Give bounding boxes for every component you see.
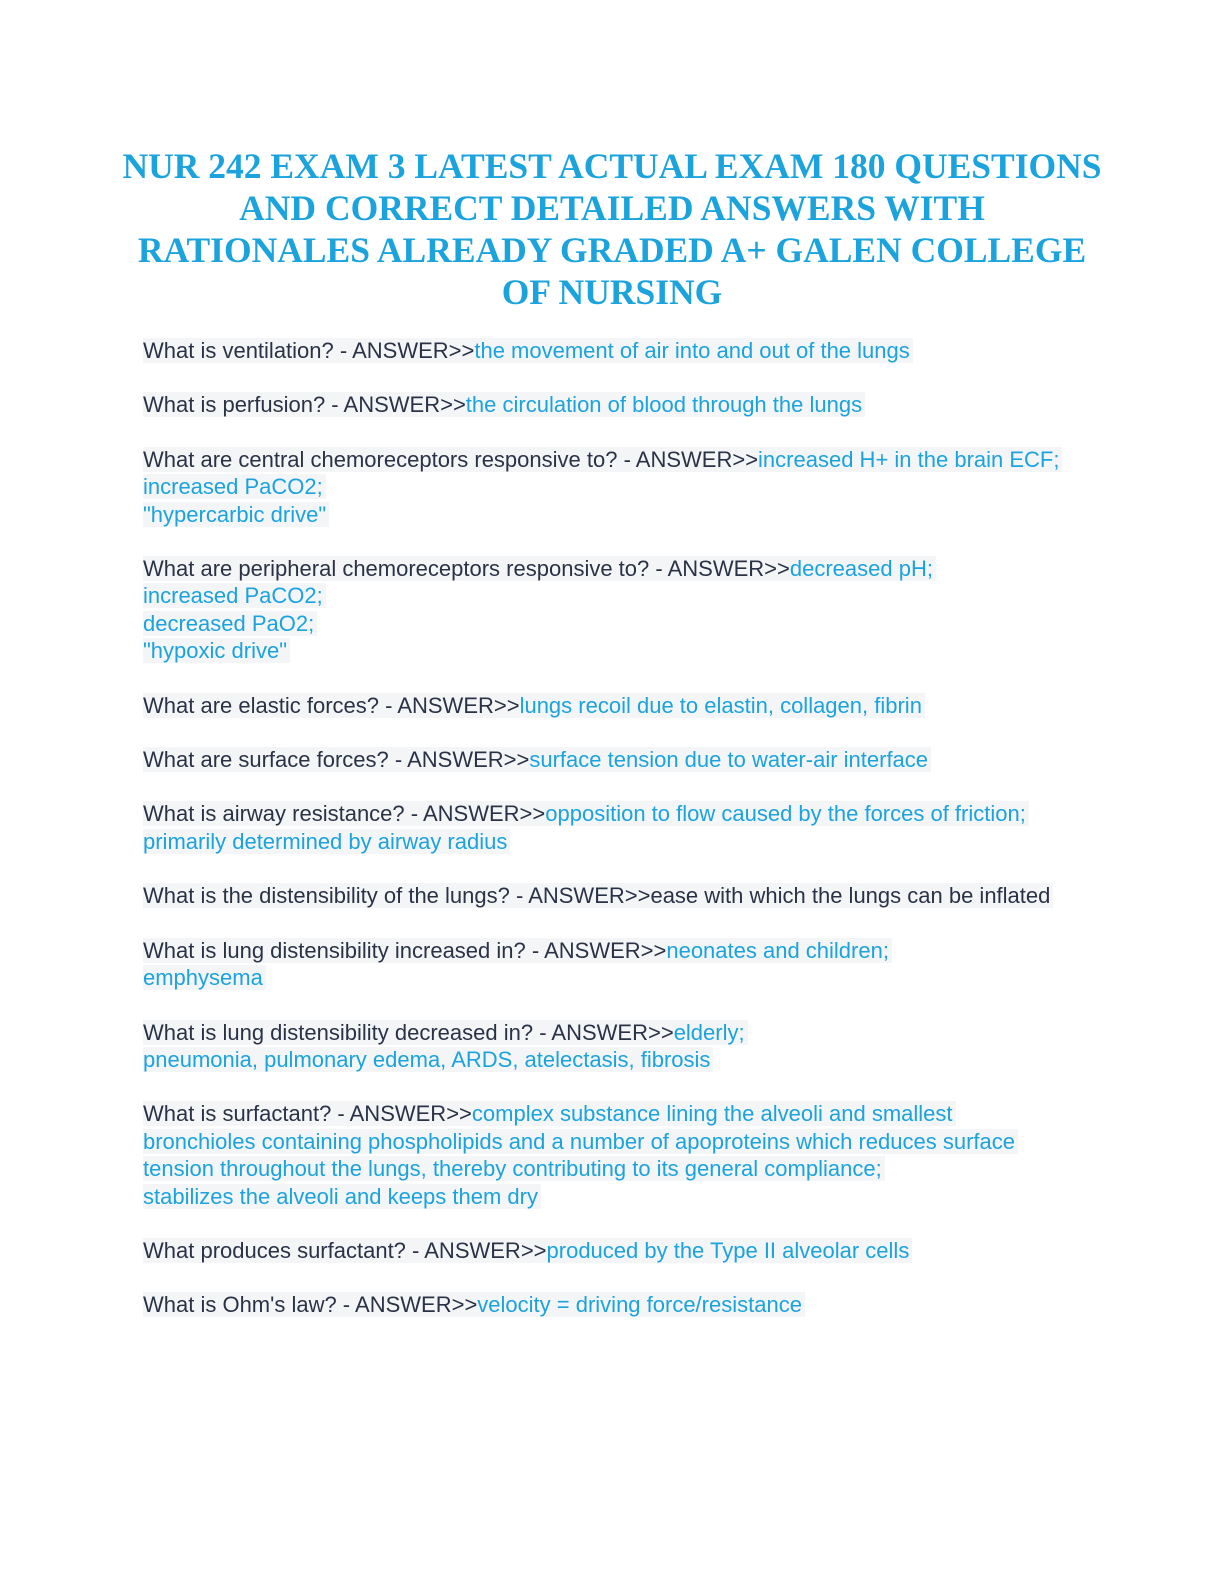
question-text: What is airway resistance? - ANSWER>> bbox=[143, 801, 546, 827]
qa-item-peripheral-chemoreceptors bbox=[143, 555, 1063, 665]
answer-text: elderly; pneumonia, pulmonary edema, ARDS, atelectasis, fibrosis bbox=[143, 1019, 745, 1072]
qa-item-central-chemoreceptors bbox=[143, 446, 1063, 528]
question-text: What is surfactant? - ANSWER>> bbox=[143, 1101, 472, 1127]
answer-text: the circulation of blood through the lungs bbox=[465, 392, 863, 418]
answer-text: produced by the Type II alveolar cells bbox=[546, 1237, 910, 1263]
qa-item-airway-resistance bbox=[143, 800, 1063, 855]
answer-text: the movement of air into and out of the lungs bbox=[474, 338, 910, 363]
answer-text: opposition to flow caused by the forces of friction; primarily determined by airway radius bbox=[143, 801, 1026, 854]
answer-text: decreased pH; increased PaCO2; decreased PaO2; "hypoxic drive" bbox=[143, 556, 933, 664]
question-text: What is lung distensibility increased in? - ANSWER>> bbox=[143, 937, 667, 963]
question-text: What are peripheral chemoreceptors responsive to? - ANSWER>> bbox=[143, 556, 790, 582]
qa-item-surface-forces bbox=[143, 746, 1063, 773]
document-title: NUR 242 EXAM 3 LATEST ACTUAL EXAM 180 QUESTIONS AND CORRECT DETAILED ANSWERS WITH RATIONALES ALREADY GRADED A+ GALEN COLLEGE OF NURSING bbox=[122, 146, 1102, 312]
question-text: What is ventilation? - ANSWER>> bbox=[143, 338, 475, 363]
qa-item-lung-distensibility bbox=[143, 882, 1063, 909]
qa-item-surfactant-production bbox=[143, 1237, 1063, 1264]
qa-list bbox=[143, 337, 1063, 1346]
qa-item-ohms-law bbox=[143, 1291, 1063, 1318]
question-text: What is lung distensibility decreased in? - ANSWER>> bbox=[143, 1019, 674, 1045]
qa-item-elastic-forces bbox=[143, 692, 1063, 719]
qa-item-distensibility-decreased bbox=[143, 1019, 1063, 1074]
qa-item-perfusion bbox=[143, 391, 1063, 418]
answer-text: lungs recoil due to elastin, collagen, fibrin bbox=[519, 692, 922, 718]
question-text: What is perfusion? - ANSWER>> bbox=[143, 392, 466, 418]
answer-text: increased H+ in the brain ECF; increased PaCO2; "hypercarbic drive" bbox=[143, 446, 1060, 527]
question-text: What is Ohm's law? - ANSWER>> bbox=[143, 1292, 478, 1318]
question-text: What are surface forces? - ANSWER>> bbox=[143, 747, 530, 773]
question-text: What are elastic forces? - ANSWER>> bbox=[143, 692, 520, 718]
answer-text: velocity = driving force/resistance bbox=[477, 1292, 802, 1318]
question-text: What are central chemoreceptors responsive to? - ANSWER>> bbox=[143, 446, 759, 472]
question-text: What is the distensibility of the lungs? - ANSWER>> bbox=[143, 883, 651, 909]
answer-text: ease with which the lungs can be inflated bbox=[650, 883, 1051, 909]
qa-item-distensibility-increased bbox=[143, 937, 1063, 992]
answer-text: surface tension due to water-air interface bbox=[529, 747, 929, 773]
answer-text: complex substance lining the alveoli and smallest bronchioles containing phospholipids and a number of apoproteins which reduces surface tension throughout the lungs, thereby contributing to its general compliance; stabilizes the alveoli and keeps them dry bbox=[143, 1101, 1015, 1209]
qa-item-ventilation bbox=[143, 337, 1063, 364]
question-text: What produces surfactant? - ANSWER>> bbox=[143, 1237, 547, 1263]
qa-item-surfactant bbox=[143, 1100, 1063, 1210]
answer-text: neonates and children; emphysema bbox=[143, 937, 889, 991]
